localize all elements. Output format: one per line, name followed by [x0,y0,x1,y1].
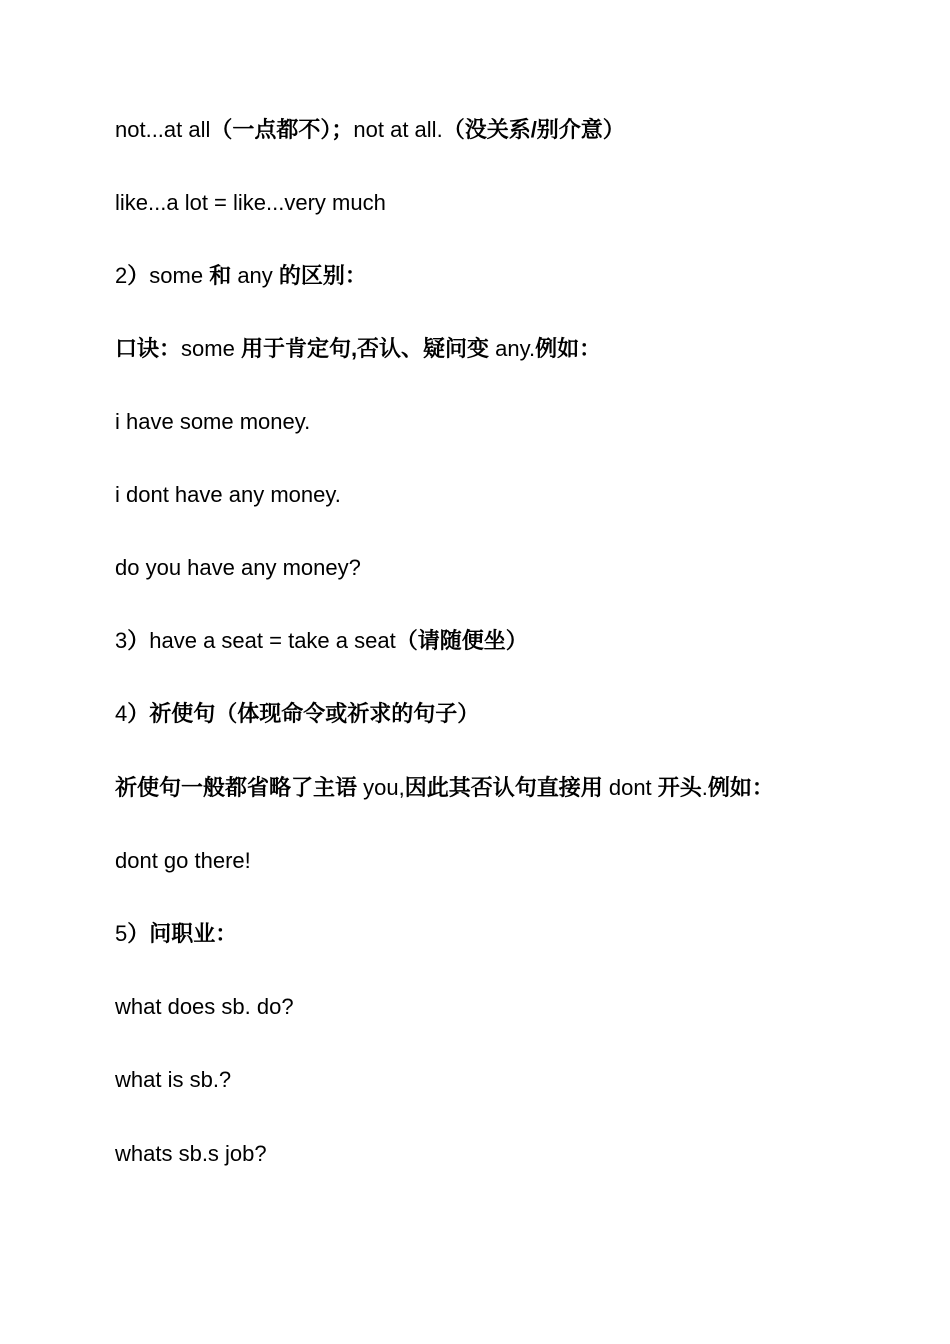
text-segment: 和 [209,263,238,288]
text-segment: 例如： [707,775,774,800]
section-heading-some-any [115,260,890,292]
text-segment: what does sb. do? [115,994,294,1019]
text-segment: like...a lot = like...very much [115,190,386,215]
text-segment: ） [127,628,150,653]
example-line [115,406,890,438]
section-heading-have-a-seat [115,625,890,657]
text-line-like-a-lot [115,187,890,219]
text-segment: any [237,263,279,288]
example-line [115,479,890,511]
text-segment: ）问职业： [127,921,238,946]
text-segment: i dont have any money. [115,482,341,507]
text-line-imperative-rule [115,772,890,804]
text-segment: （请随便坐） [395,628,528,653]
text-segment: ）祈使句（体现命令或祈求的句子） [127,701,480,726]
text-segment: some [149,263,210,288]
text-segment: 例如： [535,336,602,361]
text-segment: do you have any money? [115,555,361,580]
text-segment: （没关系/别介意） [442,117,625,142]
text-segment: . [701,775,708,800]
text-segment: 口诀： [115,336,182,361]
text-segment: 2 [115,263,128,288]
text-segment: i have some money. [115,409,311,434]
text-segment: ） [127,263,150,288]
text-segment: dont go there! [115,848,251,873]
text-segment: have a seat = take a seat [149,628,396,653]
text-segment: 开头 [657,775,702,800]
text-segment: 因此其否认句直接用 [404,775,609,800]
text-segment: not at all. [353,117,443,142]
example-line [115,552,890,584]
example-line [115,1064,890,1096]
text-segment: 4 [115,701,128,726]
text-segment: （一点都不）； [210,117,354,142]
example-line [115,845,890,877]
text-segment: dont [608,775,658,800]
example-line [115,991,890,1023]
text-segment: 3 [115,628,128,653]
text-segment: what is sb.? [115,1067,232,1092]
text-segment: 用于肯定句,否认、疑问变 [240,336,496,361]
text-line-mnemonic [115,333,890,365]
text-line-not-at-all [115,114,890,146]
text-segment: some [181,336,241,361]
text-segment: 的区别： [278,263,367,288]
text-segment: you, [363,775,405,800]
section-heading-occupation [115,918,890,950]
text-segment: 祈使句一般都省略了主语 [115,775,364,800]
text-segment: any. [495,336,536,361]
example-line [115,1138,890,1170]
text-segment: 5 [115,921,128,946]
text-segment: whats sb.s job? [115,1141,267,1166]
section-heading-imperative [115,698,890,730]
text-segment: not...at all [115,117,211,142]
